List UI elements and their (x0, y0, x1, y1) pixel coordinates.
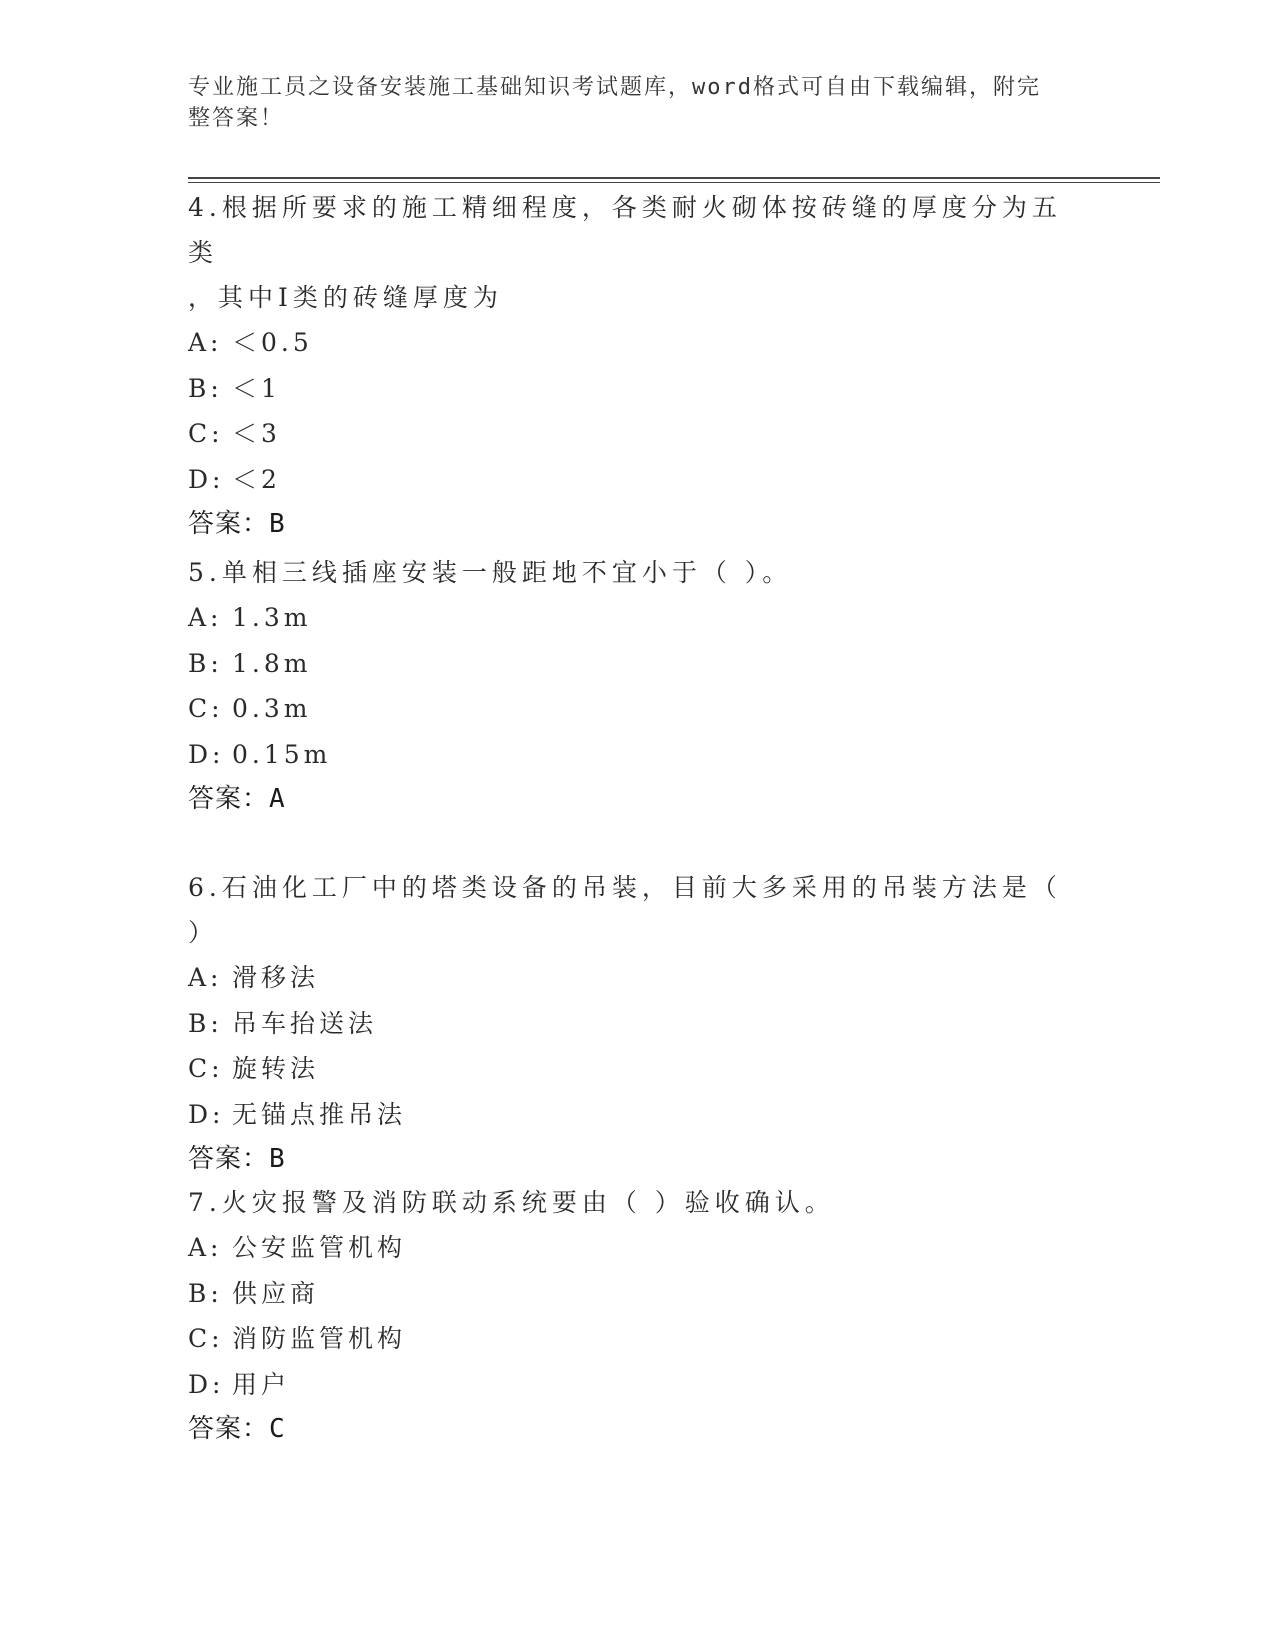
question-7 (188, 1180, 1088, 1452)
option-text: 1.8m (232, 648, 312, 678)
option-letter: D: (188, 739, 225, 769)
option-text: 1.3m (232, 603, 312, 632)
question-6 (188, 865, 1088, 1182)
option-a (188, 595, 1088, 641)
option-text: 滑移法 (232, 963, 320, 992)
option-text: 0.3m (232, 694, 312, 723)
option-text: 旋转法 (232, 1054, 320, 1083)
question-text-line-2: ，其中Ⅰ类的砖缝厚度为 (188, 283, 503, 312)
option-text: ＜2 (232, 464, 281, 494)
option-d (188, 1092, 1088, 1138)
option-a (188, 320, 1088, 366)
option-d (188, 732, 1088, 778)
option-c (188, 686, 1088, 732)
option-letter: B: (188, 648, 223, 678)
option-b (188, 1271, 1088, 1317)
option-b (188, 641, 1088, 687)
option-letter: C: (188, 419, 224, 448)
question-text-line-1: 4.根据所要求的施工精细程度，各类耐火砌体按砖缝的厚度分为五类 (188, 193, 1062, 267)
option-d (188, 1362, 1088, 1408)
option-letter: A: (188, 963, 223, 992)
answer-line: 答案：B (188, 1144, 286, 1174)
option-letter: A: (188, 328, 223, 357)
document-header (188, 72, 1088, 134)
option-text: 0.15m (232, 739, 332, 769)
option-a (188, 955, 1088, 1001)
option-letter: A: (188, 1233, 223, 1262)
answer-line: 答案：C (188, 1414, 286, 1444)
option-c (188, 411, 1088, 457)
option-letter: B: (188, 1278, 223, 1308)
option-letter: D: (188, 1369, 225, 1399)
answer-line: 答案：A (188, 784, 286, 814)
option-a (188, 1225, 1088, 1271)
option-letter: B: (188, 1008, 223, 1038)
header-divider-thin (188, 182, 1160, 183)
option-text: 供应商 (232, 1278, 320, 1308)
option-letter: C: (188, 694, 224, 723)
option-text: 无锚点推吊法 (232, 1099, 407, 1129)
option-letter: C: (188, 1324, 224, 1353)
option-c (188, 1316, 1088, 1362)
option-text: 公安监管机构 (232, 1233, 407, 1262)
option-letter: B: (188, 373, 223, 403)
option-text: 用户 (232, 1369, 291, 1399)
question-5 (188, 550, 1088, 822)
header-divider-thick (188, 177, 1160, 179)
option-letter: D: (188, 464, 225, 494)
option-c (188, 1046, 1088, 1092)
option-text: ＜0.5 (232, 328, 313, 357)
header-line-2: 整答案！ (188, 106, 285, 131)
option-text: ＜3 (232, 419, 281, 448)
option-text: 消防监管机构 (232, 1324, 407, 1353)
option-d (188, 457, 1088, 503)
option-text: 吊车抬送法 (232, 1008, 378, 1038)
answer-line: 答案：B (188, 509, 286, 539)
option-text: ＜1 (232, 373, 281, 403)
option-b (188, 366, 1088, 412)
option-b (188, 1001, 1088, 1047)
option-letter: C: (188, 1054, 224, 1083)
question-text-line-1: 6.石油化工厂中的塔类设备的吊装，目前大多采用的吊装方法是（ ） (188, 873, 1062, 947)
header-line-1: 专业施工员之设备安装施工基础知识考试题库，word格式可自由下载编辑，附完 (188, 75, 1041, 100)
question-text-line-1: 7.火灾报警及消防联动系统要由（ ）验收确认。 (188, 1188, 835, 1217)
option-letter: A: (188, 603, 223, 632)
question-4 (188, 185, 1088, 547)
option-letter: D: (188, 1099, 225, 1129)
question-text-line-1: 5.单相三线插座安装一般距地不宜小于（ ）。 (188, 558, 793, 587)
